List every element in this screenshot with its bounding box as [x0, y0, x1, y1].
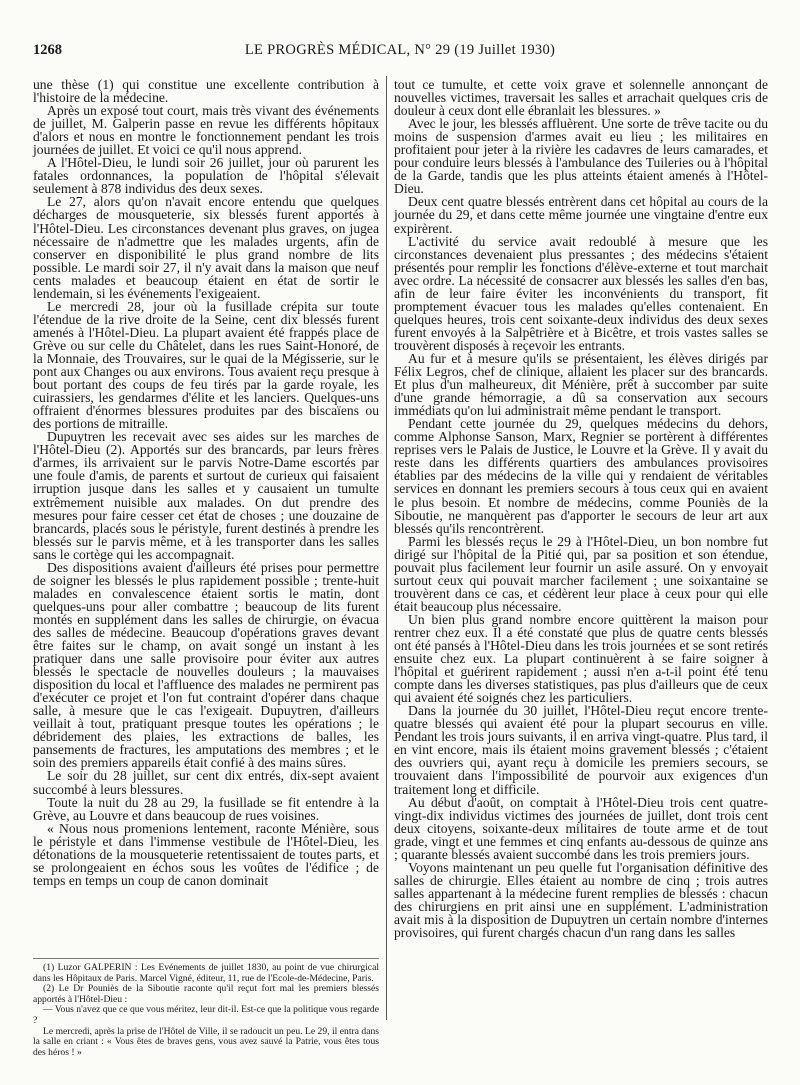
paragraph: Toute la nuit du 28 au 29, la fusillade se fit entendre à la Grève, au Louvre et dans beaucoup de rues voisines.: [33, 794, 379, 823]
paragraph: Le mercredi 28, jour où la fusillade crépita sur toute l'étendue de la rive droite de la Seine, cent dix blessés furent amenés à l'Hôtel-Dieu. La plupart avaient été frappés place de Grève ou sur celle du Châtelet, dans les rues Saint-Honoré, de la Monnaie, des Trouvaires, sur le quai de la Mégisserie, sur le pont aux Changes ou aux environs. Tous avaient reçu presque à bout portant des coups de feu tirés par la garde royale, les cuirassiers, les gendarmes d'élite et les lanciers. Quelques-uns offraient d'énormes blessures produites par des biscaïens ou des portions de mitraille.: [33, 298, 379, 432]
column-divider: [386, 76, 387, 1020]
footnote: — Vous n'avez que ce que vous méritez, leur dit-il. Est-ce que la politique vous regarde ?: [33, 1004, 379, 1026]
paragraph: L'activité du service avait redoublé à mesure que les circonstances devenaient plus pressantes ; des médecins s'étaient présentés pour remplir les fonctions d'élève-externe et tout marchait avec ordre. La nécessité de consacrer aux blessés les salles d'en bas, afin de leur faire éviter les inconvénients du transport, fit promptement évacuer tous les malades qu'elles contenaient. En quelques heures, trois cent soixante-deux individus des deux sexes furent envoyés à la Salpêtrière et à Bicêtre, et trois vastes salles se trouvèrent disposés à reçevoir les entrants.: [394, 233, 768, 353]
footnote: Le mercredi, après la prise de l'Hôtel de Ville, il se radoucit un peu. Le 29, il entra dans la salle en criant : « Vous êtes de braves gens, vous avez sauvé la Patrie, vous êtes tous des héros ! »: [33, 1025, 379, 1058]
paragraph: Le soir du 28 juillet, sur cent dix entrés, dix-sept avaient succombé à leurs blessures.: [33, 768, 379, 797]
paragraph: Au fur et à mesure qu'ils se présentaient, les élèves dirigés par Félix Legros, chef de clinique, allaient les placer sur des brancards. Et plus d'un malheureux, dit Ménière, prêt à succomber par suite d'une grande hémorragie, a dû sa conservation aux secours immédiats qu'on lui administrait même pendant le transport.: [394, 350, 768, 419]
paragraph: Dans la journée du 30 juillet, l'Hôtel-Dieu reçut encore trente-quatre blessés qui avaient été pour la plupart secourus en ville. Pendant les trois jours suivants, il en arriva vingt-quatre. Plus tard, il en vint encore, mais ils étaient moins gravement blessés ; c'étaient des ouvriers qui, ayant reçu à domicile les premiers secours, se trouvaient dans l'impossibilité de pourvoir aux exigences d'un traitement long et difficile.: [394, 703, 768, 797]
footnote-divider: [33, 958, 379, 959]
paragraph: tout ce tumulte, et cette voix grave et solennelle annonçant de nouvelles victimes, traversait les salles et arrachait quelques cris de douleur à ceux dont elle ébranlait les blessures. »: [394, 77, 768, 119]
paragraph: Dupuytren les recevait avec ses aides sur les marches de l'Hôtel-Dieu (2). Apportés sur des brancards, par leurs frères d'armes, ils arrivaient sur le parvis Notre-Dame escortés par une foule d'amis, de parents et surtout de curieux qui faisaient irruption jusque dans les salles et y causaient un tumulte extrêmement nuisible aux malades. On dut prendre des mesures pour faire cesser cet état de choses ; une douzaine de brancards, placés sous le péristyle, furent destinés à prendre les blessés sur le parvis même, et à les transporter dans les salles sans le cortège qui les accompagnait.: [33, 429, 379, 562]
paragraph: Deux cent quatre blessés entrèrent dans cet hôpital au cours de la journée du 29, et dans cette même journée une vingtaine d'entre eux expirèrent.: [394, 194, 768, 236]
paragraph: Voyons maintenant un peu quelle fut l'organisation définitive des salles de chirurgie. Elles étaient au nombre de cinq ; trois autres salles appartenant à la médecine furent remplies de blessés : chacun des chirurgiens en prit ainsi une en supplément. L'administration avait mis à la disposition de Dupuytren un certain nombre d'internes provisoires, qui furent chargés chacun d'un rang dans les salles: [394, 859, 768, 941]
paragraph: Parmi les blessés reçus le 29 à l'Hôtel-Dieu, un bon nombre fut dirigé sur l'hôpital de la Pitié qui, par sa position et son étendue, pouvait plus facilement leur fournir un asile assuré. On y envoyait surtout ceux qui pouvait marcher facilement ; une soixantaine se trouvèrent dans ce cas, et cédèrent leur place à ceux pour qui elle était beaucoup plus nécessaire.: [394, 533, 768, 614]
paragraph: Le 27, alors qu'on n'avait encore entendu que quelques décharges de mousqueterie, six blessés furent apportés à l'Hôtel-Dieu. Les circonstances devenant plus graves, on jugea nécessaire de n'admettre que les malades urgents, afin de conserver en disponibilité le plus grand nombre de lits possible. Le mardi soir 27, il n'y avait dans la maison que neuf cents malades et beaucoup étaient en état de sortir le lendemain, si les événements l'exigeaient.: [33, 194, 379, 301]
right-column: [394, 78, 768, 939]
paragraph: Pendant cette journée du 29, quelques médecins du dehors, comme Alphonse Sanson, Marx, Regnier se portèrent à différentes reprises vers le Palais de Justice, le Louvre et la Grève. Il y avait du reste dans les différents quartiers des ambulances provisoires établies par des médecins de la ville qui y rendaient de véritables services en donnant les premiers secours à tous ceux qui en avaient le plus besoin. Et nombre de médecins, comme Pouniès de la Siboutie, ne manquèrent pas d'apporter le secours de leur art aux blessés qu'ils rencontrèrent.: [394, 416, 768, 536]
footnote: (2) Le Dr Pouniès de la Siboutie raconte qu'il reçut fort mal les premiers blessés apportés à l'Hôtel-Dieu :: [33, 983, 379, 1005]
paragraph: Avec le jour, les blessés affluèrent. Une sorte de trêve tacite ou du moins de suspension d'armes avait eu lieu ; les militaires en profitaient pour jeter à la rivière les cadavres de leurs camarades, et pour conduire leurs blessés à l'ambulance des Tuileries ou à l'hôpital de la Garde, tandis que les plus atteints étaient amenés à l'Hôtel-Dieu.: [394, 116, 768, 197]
paragraph: Au début d'août, on comptait à l'Hôtel-Dieu trois cent quatre-vingt-dix individus victimes des journées de juillet, dont trois cent deux citoyens, soixante-deux militaires de toute arme et de tout grade, vingt et une femmes et cinq enfants au-dessous de quinze ans ; quarante blessés avaient succombé dans les trois premiers jours.: [394, 794, 768, 862]
paragraph: Après un exposé tout court, mais très vivant des événements de juillet, M. Galperin passe en revue les différents hôpitaux d'alors et nous en montre le fonctionnement pendant les trois journées de juillet. Et voici ce qu'il nous apprend.: [33, 103, 379, 158]
paragraph: A l'Hôtel-Dieu, le lundi soir 26 juillet, jour où parurent les fatales ordonnances, la population de l'hôpital s'élevait seulement à 878 individus des deux sexes.: [33, 155, 379, 197]
paragraph: Des dispositions avaient d'ailleurs été prises pour permettre de soigner les blessés le plus rapidement possible ; trente-huit malades en convalescence étaient sortis le matin, dont quelques-uns pour aller combattre ; beaucoup de lits furent montés en supplément dans les salles de chirurgie, on évacua des salles de médecine. Beaucoup d'opérations graves devant être faites sur le champ, on avait songé un instant à les pratiquer dans une salle provisoire pour éviter aux autres blessés le spectacle de nouvelles douleurs ; la mauvaises disposition du local et l'affluence des malades ne permirent pas d'exécuter ce projet et l'on fut contraint d'opérer dans chaque salle, à mesure que le cas l'exigeait. Dupuytren, d'ailleurs veillait à tout, pratiquant presque toutes les opérations ; le débridement des plaies, les extractions de balles, les pansements de fractures, les amputations des membres ; et le soin des premiers appareils était confié à des mains sûres.: [33, 559, 379, 771]
journal-title: LE PROGRÈS MÉDICAL, N° 29 (19 Juillet 1930): [244, 42, 556, 58]
footnote: (1) Luzor GALPERIN : Les Evénements de juillet 1830, au point de vue chirurgical dans les Hôpitaux de Paris. Marcel Vigné, éditeur, 11, rue de l'Ecole-de-Médecine, Paris.: [33, 962, 379, 984]
left-column: [33, 78, 379, 887]
page-number: 1268: [33, 42, 62, 58]
running-header: [33, 42, 767, 62]
paragraph: « Nous nous promenions lentement, raconte Ménière, sous le péristyle et dans l'immense vestibule de l'Hôtel-Dieu, les détonations de la mousqueterie retentissaient de toutes parts, et se prolongeaient en échos sous les voûtes de l'édifice ; de temps en temps un coup de canon dominait: [33, 820, 379, 888]
paragraph: une thèse (1) qui constitue une excellente contribution à l'histoire de la médecine.: [33, 77, 379, 106]
footnotes: [33, 963, 379, 1058]
paragraph: Un bien plus grand nombre encore quittèrent la maison pour rentrer chez eux. Il a été constaté que plus de quatre cents blessés ont été pansés à l'Hôtel-Dieu dans les trois journées et se sont retirés ensuite chez eux. La plupart continuèrent à se faire soigner à l'hôpital et guérirent rapidement ; aussi n'en a-t-il point été tenu compte dans les diverses statistiques, pas plus d'ailleurs que de ceux qui avaient été soignés chez les particuliers.: [394, 611, 768, 706]
